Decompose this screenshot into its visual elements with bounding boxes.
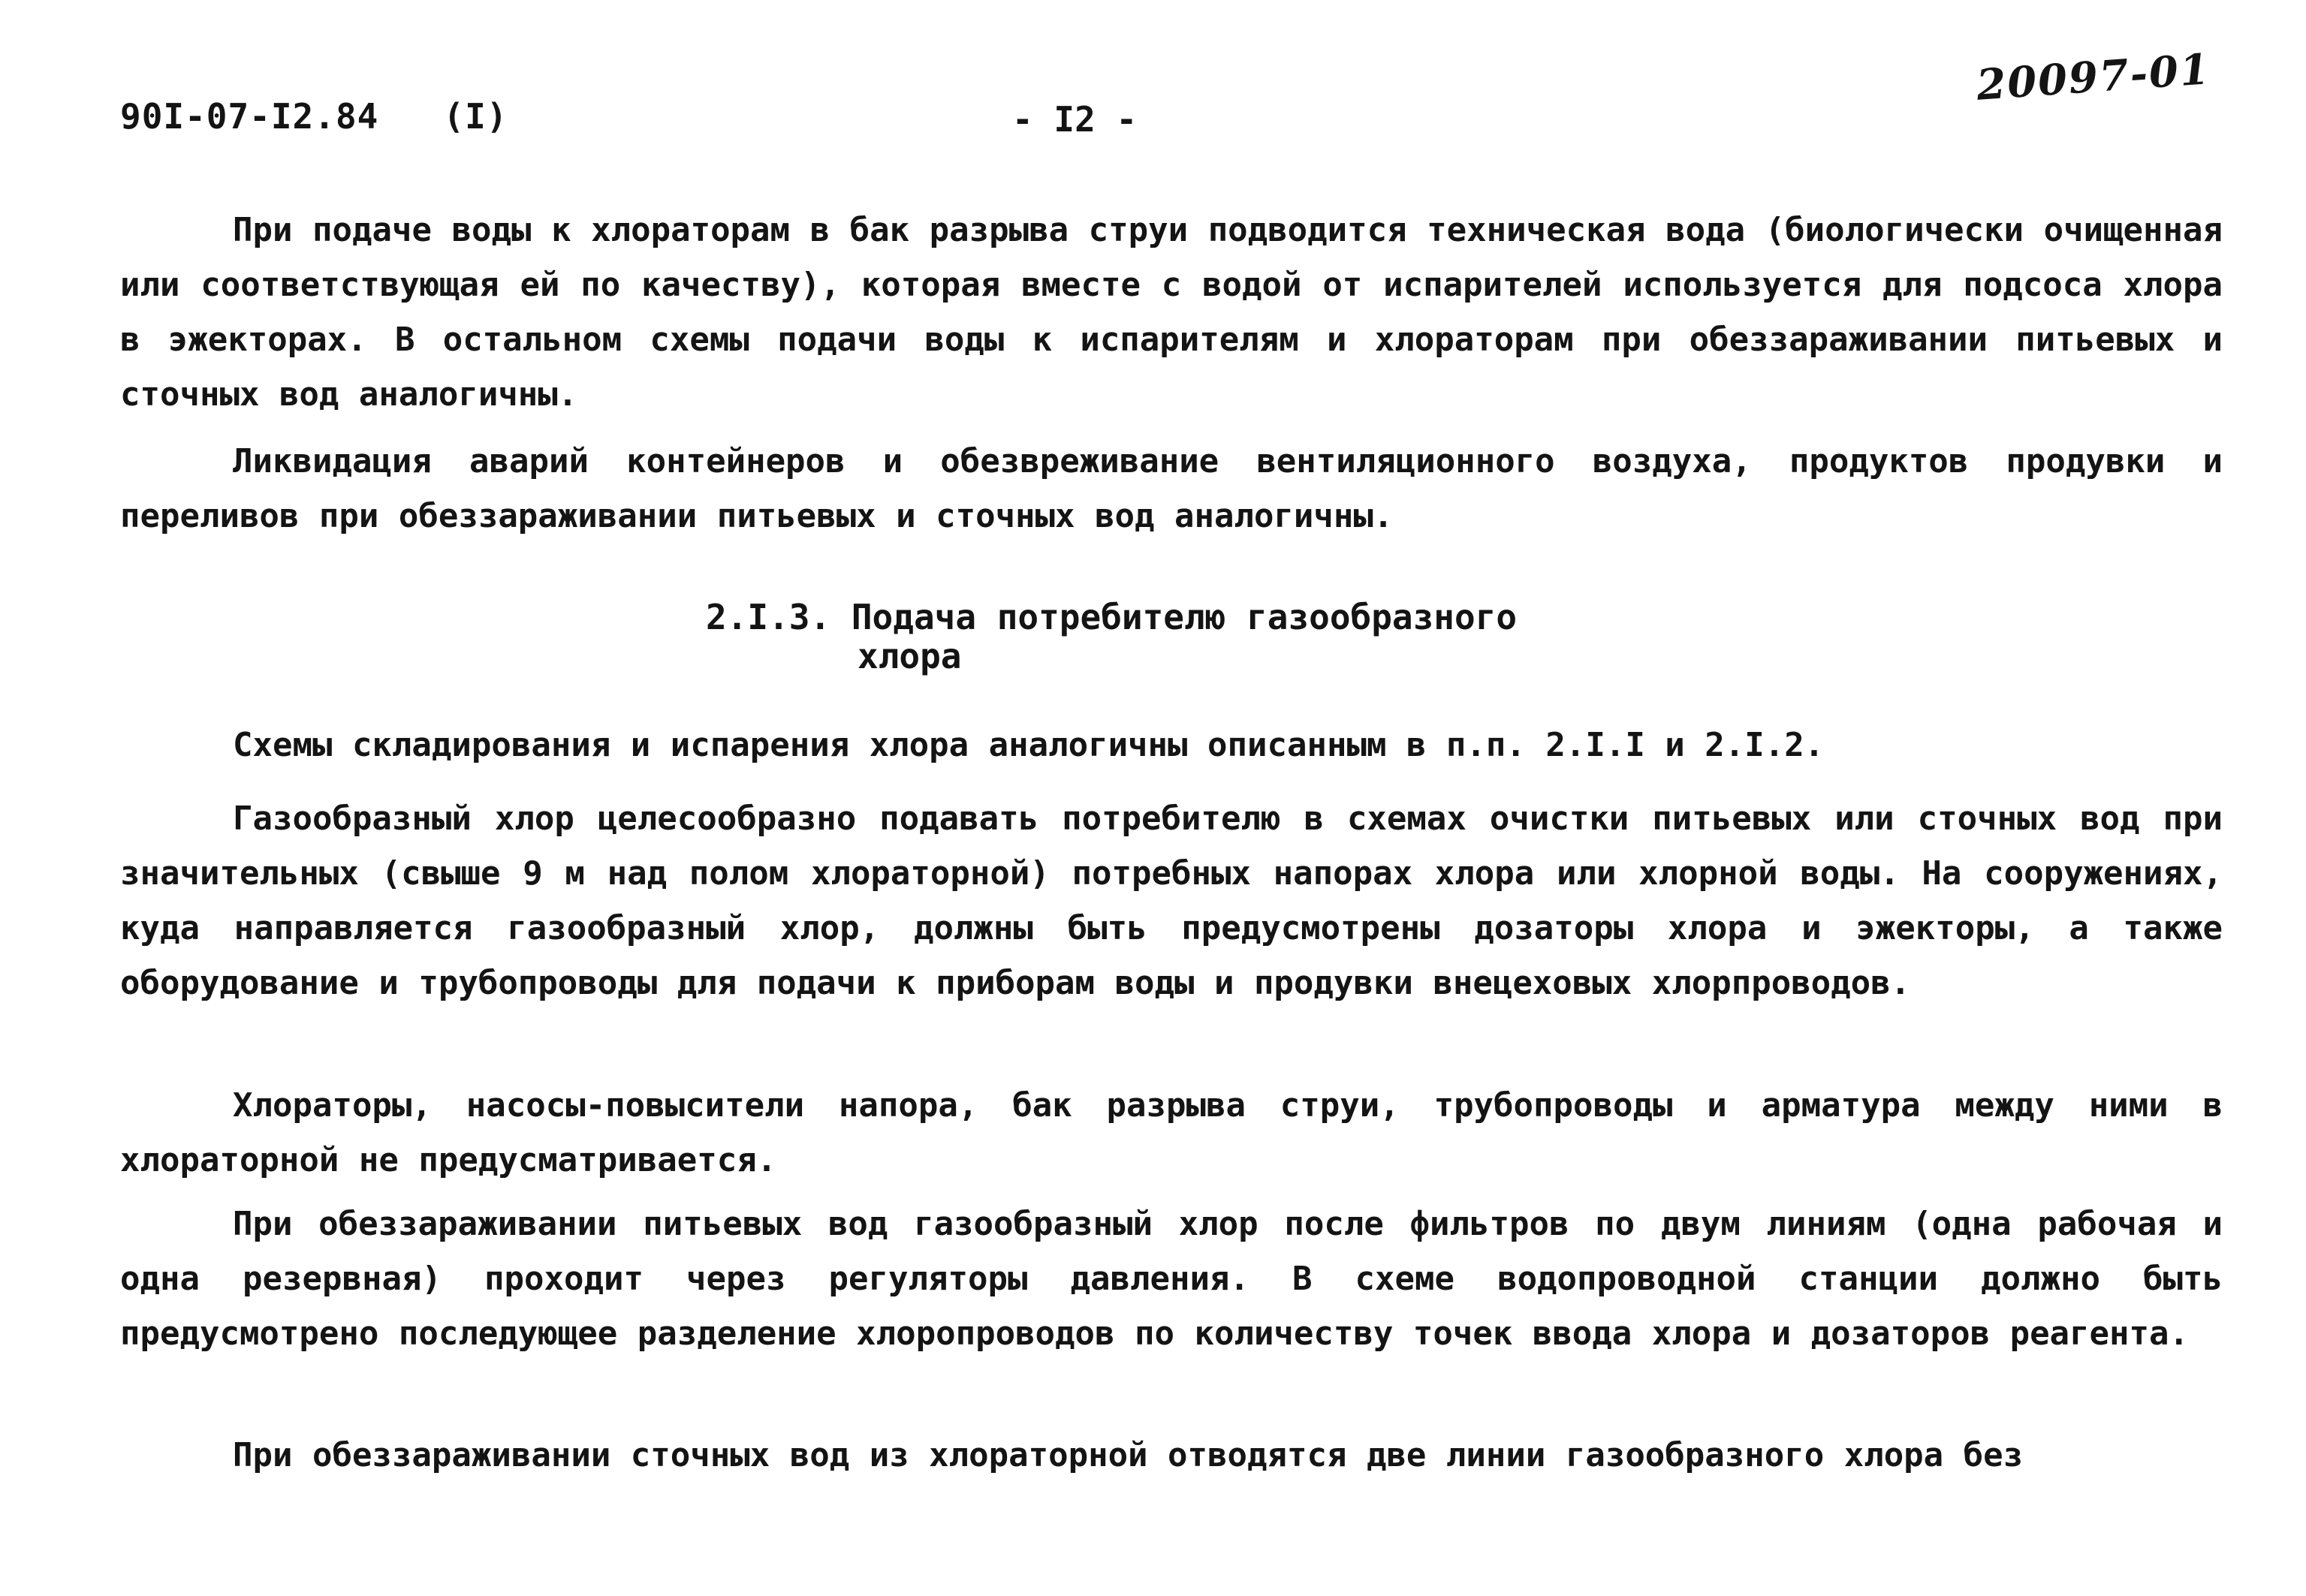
paragraph-drinking-water-disinfection: При обеззараживании питьевых вод газообразный хлор после фильтров по двум линиям (одна рабочая и одна резервная) проходит через регуляторы давления. В схеме водопроводной станции должно быть предусмотрено последующее разделение хлоропроводов по количеству точек ввода хлора и дозаторов реагента. — [120, 1205, 2223, 1353]
paragraph-water-supply: При подаче воды к хлораторам в бак разрыва струи подводится техническая вода (биологически очищенная или соответствующая ей по качеству), которая вместе с водой от испарителей используется для подсоса хлора в эжекторах. В остальном схемы подачи воды к испарителям и хлораторам при обеззараживании питьевых и сточных вод аналогичны. — [120, 211, 2223, 414]
section-heading-line1: 2.I.3. Подача потребителю газообразного — [706, 597, 1518, 637]
paragraph-accident-liquidation: Ликвидация аварий контейнеров и обезвреживание вентиляционного воздуха, продуктов продувки и переливов при обеззараживании питьевых и сточных вод аналогичны. — [120, 442, 2223, 535]
paragraph-chlorinators-not-provided: Хлораторы, насосы-повысители напора, бак разрыва струи, трубопроводы и арматура между ними в хлораторной не предусматривается. — [120, 1086, 2223, 1179]
page-number: - I2 - — [1012, 99, 1138, 140]
handwritten-inventory-number: 20097-01 — [1975, 44, 2212, 110]
paragraph-storage-schemes: Схемы складирования и испарения хлора аналогичны описанным в п.п. 2.I.I и 2.I.2. — [233, 726, 1825, 764]
document-code: 90I-07-I2.84 (I) — [120, 96, 508, 137]
section-heading-line2: хлора — [858, 636, 962, 676]
paragraph-gaseous-chlorine-supply: Газообразный хлор целесообразно подавать потребителю в схемах очистки питьевых или сточных вод при значительных (свыше 9 м над полом хлораторной) потребных напорах хлора или хлорной воды. На сооружениях, куда направляется газообразный хлор, должны быть предусмотрены дозаторы хлора и эжекторы, а также оборудование и трубопроводы для подачи к приборам воды и продувки внецеховых хлорпроводов. — [120, 800, 2223, 1002]
section-heading — [706, 598, 1517, 676]
paragraph-wastewater-disinfection: При обеззараживании сточных вод из хлораторной отводятся две линии газообразного хлора без — [233, 1436, 2024, 1474]
